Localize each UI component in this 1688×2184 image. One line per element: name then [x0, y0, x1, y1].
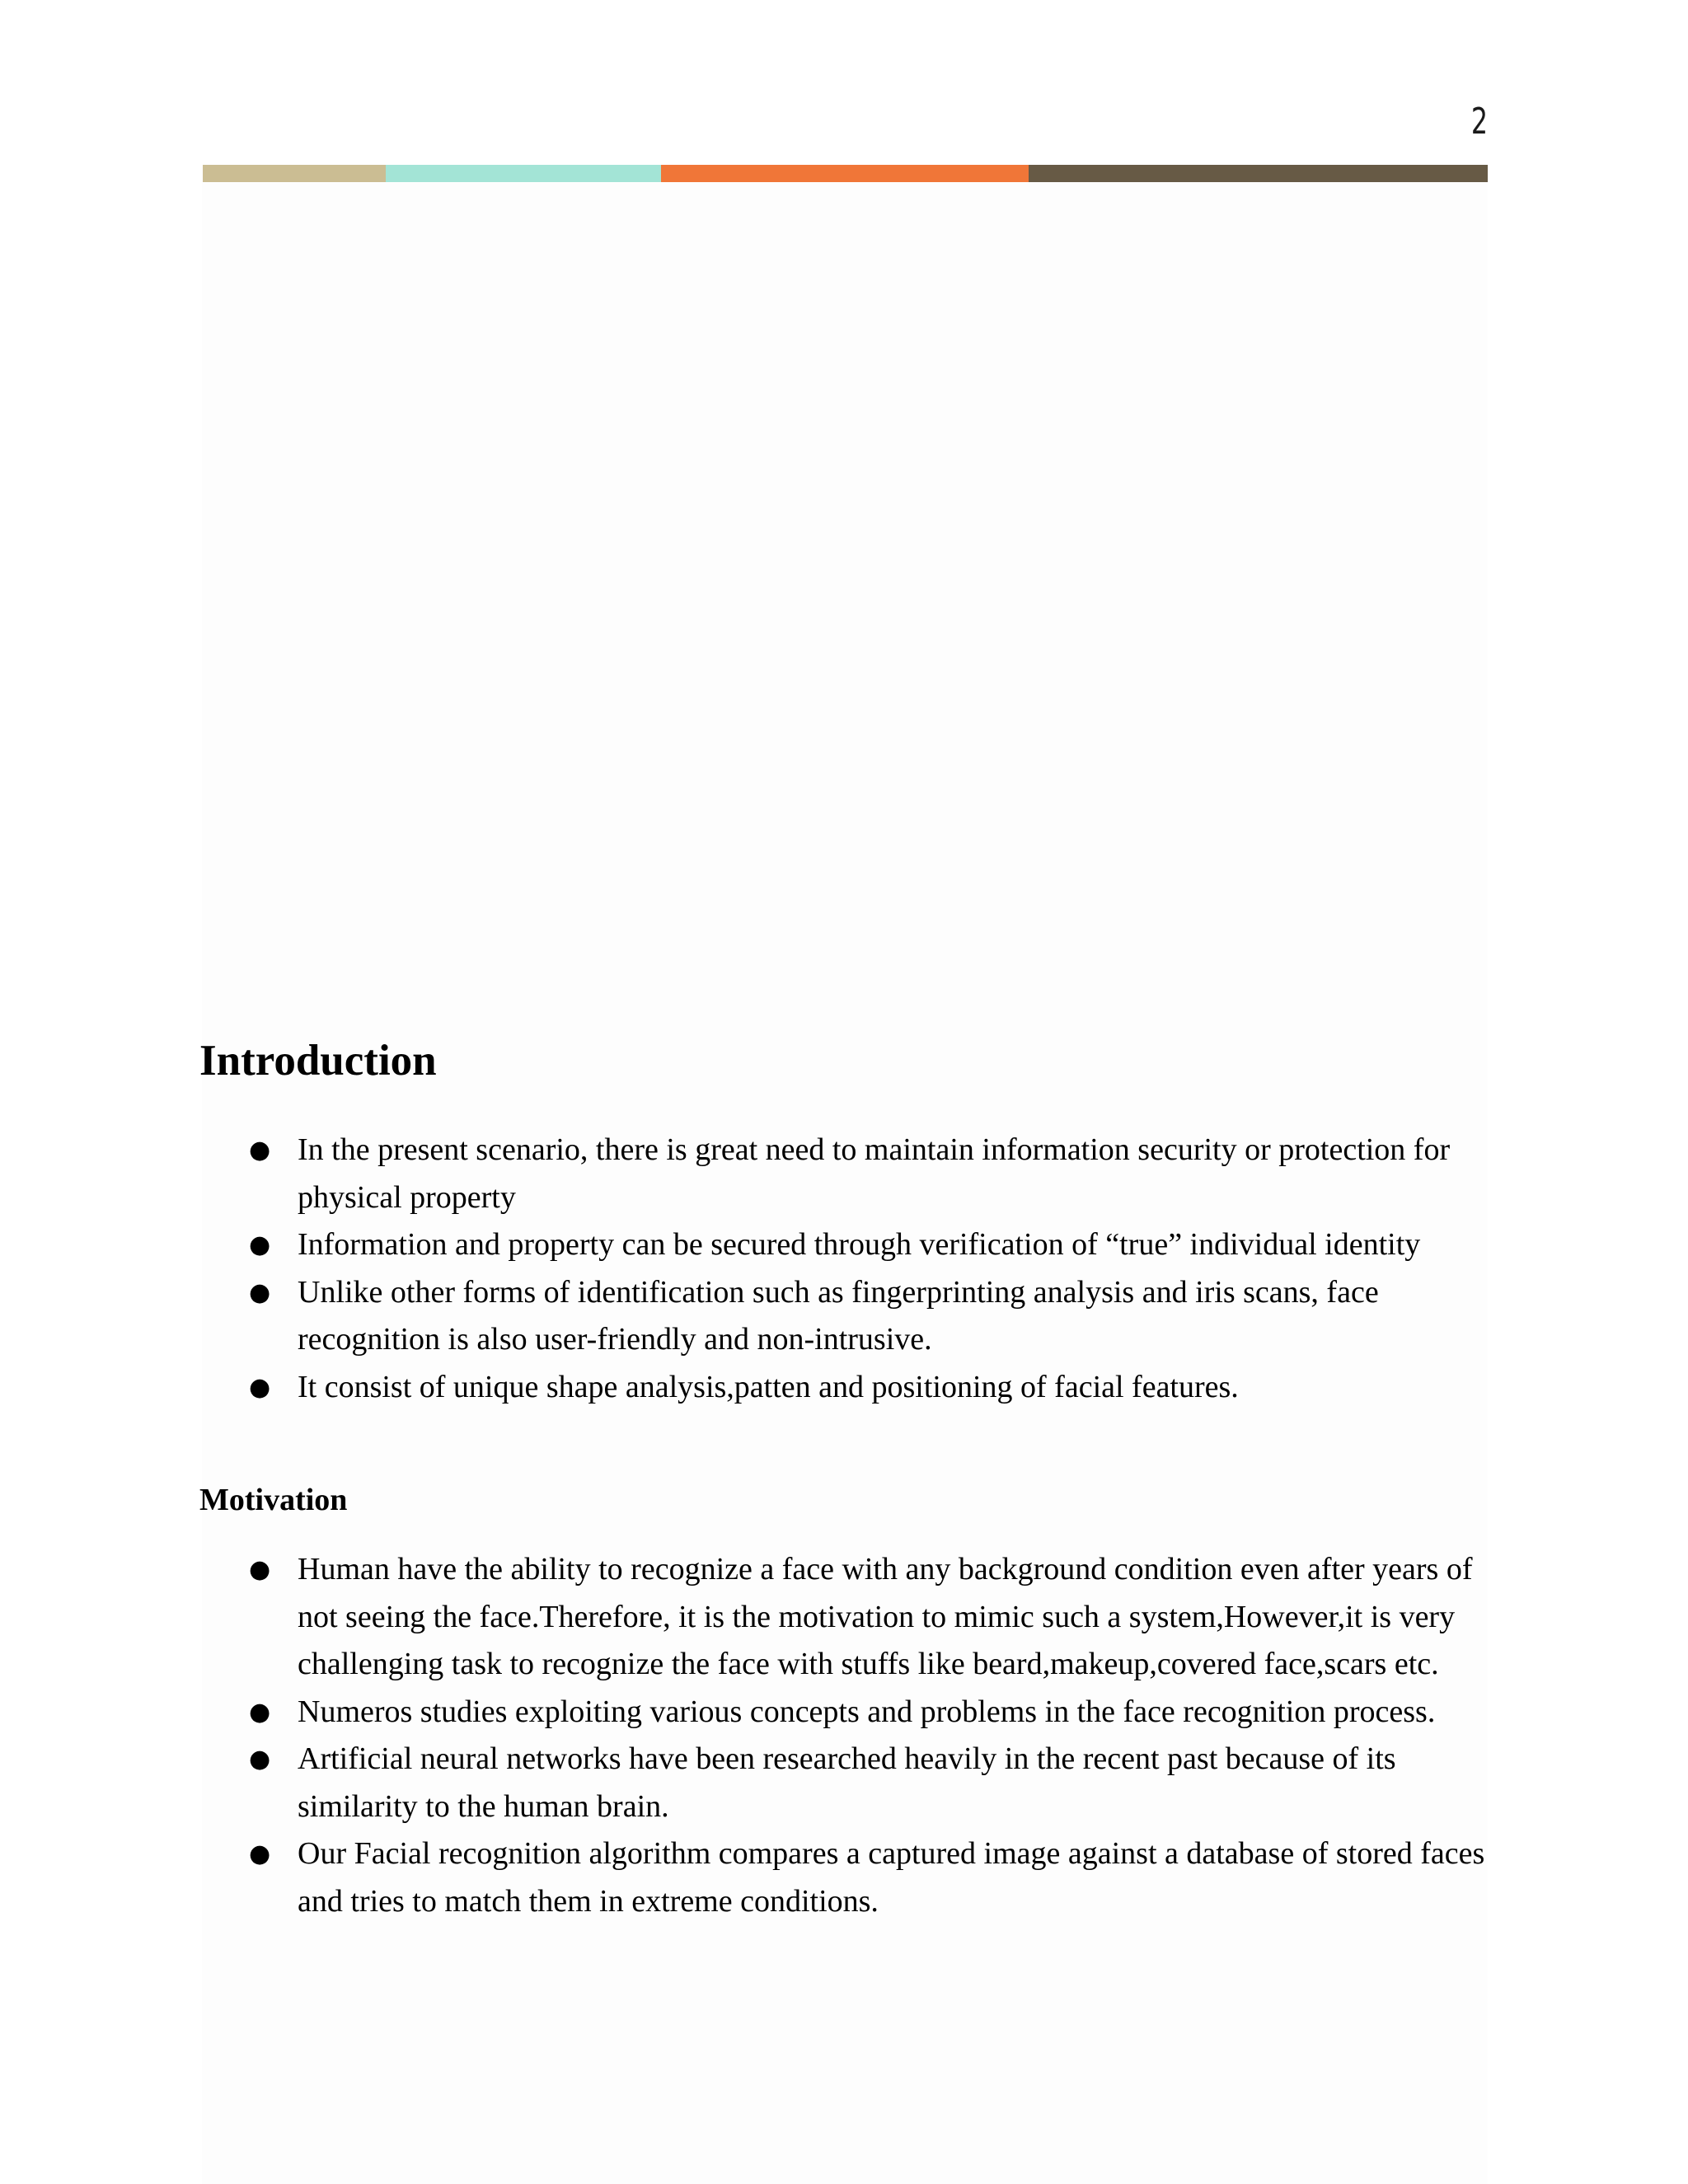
header-bar-segment-1: [203, 165, 386, 182]
page-number: 2: [1470, 101, 1488, 143]
introduction-heading: Introduction: [199, 1037, 437, 1085]
list-item-text: Human have the ability to recognize a face with any background condition even after years of not seeing the face.Therefore, it is the motivation to mimic such a system,However,it is very challenging task to recognize the face with stuffs like beard,makeup,covered face,scars etc.: [298, 1552, 1473, 1681]
list-item-text: It consist of unique shape analysis,patten and positioning of facial features.: [298, 1369, 1239, 1404]
bullet-icon: ●: [249, 1277, 271, 1307]
bullet-icon: ●: [249, 1745, 271, 1774]
list-item-text: Artificial neural networks have been researched heavily in the recent past because of its similarity to the human brain.: [298, 1741, 1396, 1824]
list-item: [0, 1736, 1493, 1830]
bullet-icon: ●: [249, 1230, 271, 1259]
list-item: [0, 1830, 1493, 1925]
list-item: [0, 1689, 1493, 1736]
introduction-bullet-list: [0, 1127, 1493, 1411]
list-item: [0, 1269, 1493, 1364]
list-item: [0, 1221, 1493, 1269]
bullet-icon: ●: [249, 1840, 271, 1868]
bullet-icon: ●: [249, 1555, 271, 1584]
list-item-text: In the present scenario, there is great need to maintain information security or protection for physical property: [298, 1132, 1451, 1215]
header-bar-segment-4: [1029, 165, 1488, 182]
list-item: [0, 1364, 1493, 1412]
list-item-text: Information and property can be secured through verification of “true” individual identity: [298, 1227, 1421, 1262]
list-item-text: Our Facial recognition algorithm compares a captured image against a database of stored faces and tries to match them in extreme conditions.: [298, 1836, 1485, 1919]
header-bar-segment-3: [661, 165, 1029, 182]
list-item: [0, 1127, 1493, 1221]
list-item: [0, 1546, 1493, 1689]
bullet-icon: ●: [249, 1697, 271, 1727]
list-item-text: Unlike other forms of identification such as fingerprinting analysis and iris scans, face recognition is also user-friendly and non-intrusive.: [298, 1274, 1379, 1357]
motivation-bullet-list: [0, 1546, 1493, 1925]
motivation-heading: Motivation: [199, 1483, 348, 1517]
bullet-icon: ●: [249, 1372, 271, 1402]
bullet-icon: ●: [249, 1136, 271, 1165]
header-color-bar: [203, 165, 1488, 182]
header-bar-segment-2: [386, 165, 661, 182]
list-item-text: Numeros studies exploiting various concepts and problems in the face recognition process.: [298, 1694, 1436, 1729]
